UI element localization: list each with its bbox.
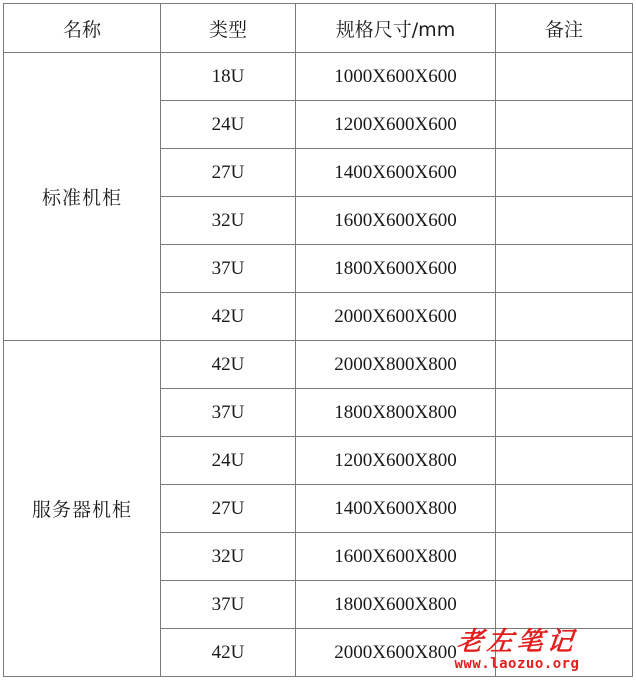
header-name: 名称	[4, 4, 161, 53]
type-cell: 32U	[161, 197, 296, 245]
type-cell: 18U	[161, 53, 296, 101]
type-cell: 32U	[161, 533, 296, 581]
size-cell: 1800X800X800	[296, 389, 496, 437]
type-cell: 42U	[161, 341, 296, 389]
header-type: 类型	[161, 4, 296, 53]
note-cell	[496, 437, 633, 485]
size-cell: 1600X600X600	[296, 197, 496, 245]
group-name-cell: 标准机柜	[4, 53, 161, 341]
note-cell	[496, 533, 633, 581]
table-row	[4, 53, 633, 101]
note-cell	[496, 629, 633, 677]
table-body	[4, 53, 633, 677]
note-cell	[496, 293, 633, 341]
type-cell: 24U	[161, 101, 296, 149]
note-cell	[496, 53, 633, 101]
size-cell: 1800X600X600	[296, 245, 496, 293]
size-cell: 1400X600X600	[296, 149, 496, 197]
type-cell: 42U	[161, 629, 296, 677]
type-cell: 37U	[161, 581, 296, 629]
size-cell: 1400X600X800	[296, 485, 496, 533]
type-cell: 42U	[161, 293, 296, 341]
note-cell	[496, 101, 633, 149]
size-cell: 2000X800X800	[296, 341, 496, 389]
header-size: 规格尺寸/mm	[296, 4, 496, 53]
size-cell: 1200X600X800	[296, 437, 496, 485]
note-cell	[496, 485, 633, 533]
size-cell: 1600X600X800	[296, 533, 496, 581]
type-cell: 24U	[161, 437, 296, 485]
watermark-url: www.laozuo.org	[454, 656, 580, 672]
group-name-cell: 服务器机柜	[4, 341, 161, 677]
size-cell: 1000X600X600	[296, 53, 496, 101]
note-cell	[496, 197, 633, 245]
size-cell: 2000X600X600	[296, 293, 496, 341]
note-cell	[496, 245, 633, 293]
size-cell: 2000X600X800	[296, 629, 496, 677]
type-cell: 27U	[161, 485, 296, 533]
table-row	[4, 341, 633, 389]
cabinet-spec-table	[3, 3, 633, 677]
size-cell: 1200X600X600	[296, 101, 496, 149]
header-note: 备注	[496, 4, 633, 53]
note-cell	[496, 389, 633, 437]
note-cell	[496, 149, 633, 197]
type-cell: 37U	[161, 389, 296, 437]
header-row	[4, 4, 633, 53]
type-cell: 37U	[161, 245, 296, 293]
note-cell	[496, 341, 633, 389]
type-cell: 27U	[161, 149, 296, 197]
note-cell	[496, 581, 633, 629]
size-cell: 1800X600X800	[296, 581, 496, 629]
watermark-title: 老左笔记	[455, 627, 579, 657]
